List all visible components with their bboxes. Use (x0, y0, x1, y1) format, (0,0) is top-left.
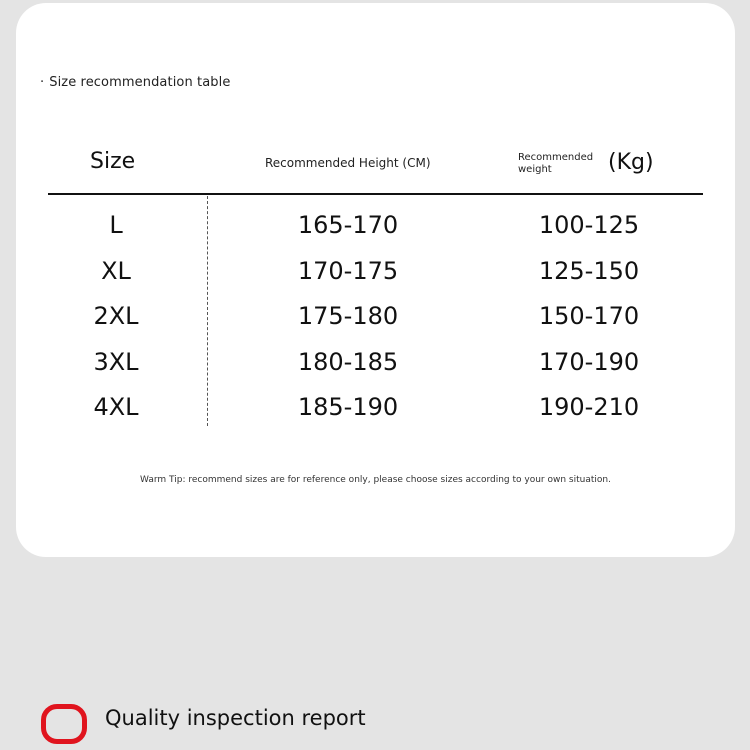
header-weight-unit: (Kg) (608, 150, 654, 175)
table-row (16, 387, 735, 433)
cell-weight: 150-170 (538, 302, 640, 330)
header-divider (48, 193, 703, 195)
size-table-card (16, 3, 735, 557)
cell-height: 165-170 (297, 211, 399, 239)
table-row (16, 342, 735, 388)
table-row (16, 251, 735, 297)
cell-weight: 170-190 (538, 347, 640, 376)
cell-size: 4XL (93, 393, 139, 421)
table-row (16, 205, 735, 251)
section-title-text: Size recommendation table (49, 75, 231, 90)
header-height: Recommended Height (CM) (265, 156, 431, 170)
bullet-dot: · (40, 75, 45, 90)
header-weight-line1: Recommended (518, 152, 594, 163)
cell-size: 2XL (93, 302, 139, 330)
cell-weight: 190-210 (538, 393, 640, 421)
header-size: Size (90, 149, 136, 174)
quality-inspection-title: Quality inspection report (105, 706, 366, 730)
header-weight-line2: weight (518, 164, 552, 175)
red-rounded-ring-icon (41, 704, 87, 744)
section-title (40, 75, 230, 90)
table-row (16, 296, 735, 342)
cell-height: 170-175 (297, 256, 399, 285)
cell-height: 185-190 (297, 393, 399, 421)
header-weight (518, 152, 598, 176)
cell-size: XL (101, 256, 131, 285)
cell-height: 180-185 (297, 347, 399, 376)
cell-height: 175-180 (297, 302, 399, 330)
warm-tip: Warm Tip: recommend sizes are for reference only, please choose sizes according to your own situation. (140, 475, 611, 485)
size-table-body (16, 205, 735, 433)
cell-size: L (109, 211, 123, 239)
cell-weight: 100-125 (538, 211, 640, 239)
cell-weight: 125-150 (538, 256, 640, 285)
cell-size: 3XL (93, 347, 139, 376)
